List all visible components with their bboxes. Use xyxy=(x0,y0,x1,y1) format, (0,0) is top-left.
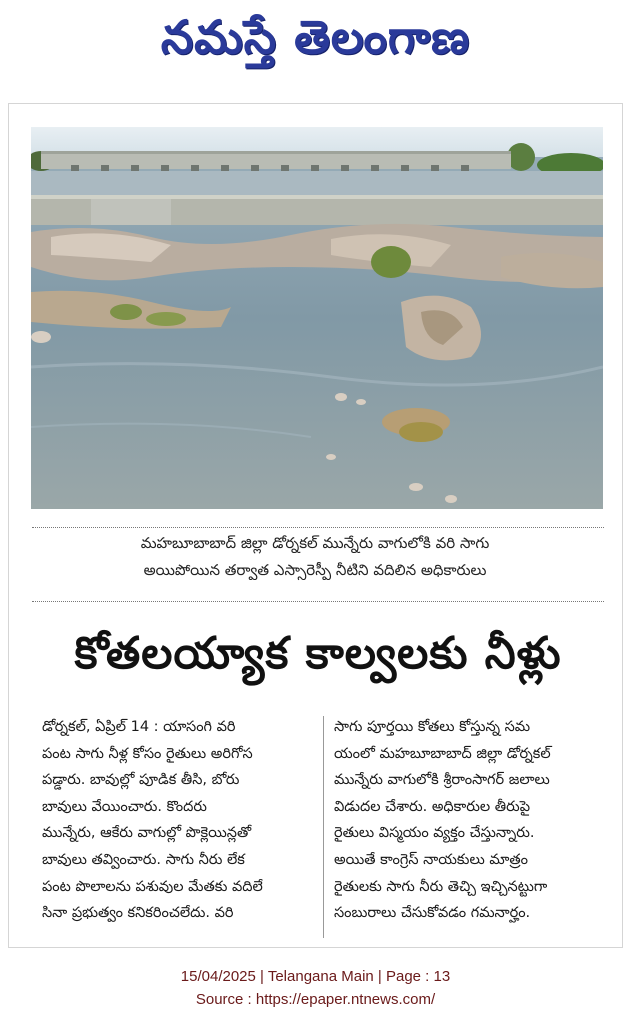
footer-source-link[interactable]: Source : https://epaper.ntnews.com/ xyxy=(195,991,436,1008)
article-line: సాగు పూర్తయి కోతలు కోస్తున్న సమ xyxy=(334,719,531,735)
page-footer xyxy=(0,965,631,1011)
article-line: బావులు వేయించారు. కొందరు xyxy=(42,798,207,815)
masthead xyxy=(0,0,631,92)
article-line: సినా ప్రభుత్వం కనికరించలేదు. వరి xyxy=(42,905,234,922)
article-line: పంట సాగు నీళ్ల కోసం రైతులు అరిగోస xyxy=(42,745,253,762)
caption-line: మహబూబాబాద్ జిల్లా డోర్నకల్ మున్నేరు వాగులోకి వరి సాగు xyxy=(140,534,490,552)
article-line: విడుదల చేశారు. అధికారుల తీరుపై xyxy=(334,798,531,815)
article-line: అయితే కాంగ్రెస్ నాయకులు మాత్రం xyxy=(334,851,528,868)
article-line: డోర్నకల్, ఏప్రిల్ 14 : యాసంగి వరి xyxy=(42,719,236,735)
article-line: రైతులు విస్మయం వ్యక్తం చేస్తున్నారు. xyxy=(334,825,535,842)
article-line: మున్నేరు, ఆకేరు వాగుల్లో పొక్లెయిన్లతో xyxy=(42,825,252,842)
article-line: సంబురాలు చేసుకోవడం గమనార్హం. xyxy=(334,905,531,922)
caption-divider-bottom xyxy=(32,601,604,602)
news-photo xyxy=(31,127,603,509)
caption-divider-top xyxy=(32,527,604,528)
caption-line: అయిపోయిన తర్వాత ఎస్సారెస్పీ నీటిని వదిలిన అధికారులు xyxy=(143,561,487,579)
photo-caption xyxy=(70,530,560,584)
river-dam-photo xyxy=(31,127,603,509)
article-line: పడ్డారు. బావుల్లో పూడిక తీసి, బోరు xyxy=(42,772,240,789)
article-line: మున్నేరు వాగులోకి శ్రీరాంసాగర్ జలాలు xyxy=(334,772,550,789)
column-divider xyxy=(323,716,324,938)
article-line: పంట పొలాలను పశువుల మేతకు వదిలే xyxy=(42,878,263,895)
article-line: రైతులకు సాగు నీరు తెచ్చి ఇచ్చినట్టుగా xyxy=(334,878,548,895)
footer-edition-info: 15/04/2025 | Telangana Main | Page : 13 xyxy=(180,968,451,985)
article-line: బావులు తవ్వించారు. సాగు నీరు లేక xyxy=(42,851,245,868)
article-headline: కోతలయ్యాక కాల్వలకు నీళ్లు xyxy=(74,628,562,679)
article-column-left xyxy=(42,714,314,927)
newspaper-logo: నమస్తే తెలంగాణ xyxy=(160,10,471,64)
article-line: యంలో మహబూబాబాద్ జిల్లా డోర్నకల్ xyxy=(334,745,551,762)
article-column-right xyxy=(334,714,606,927)
